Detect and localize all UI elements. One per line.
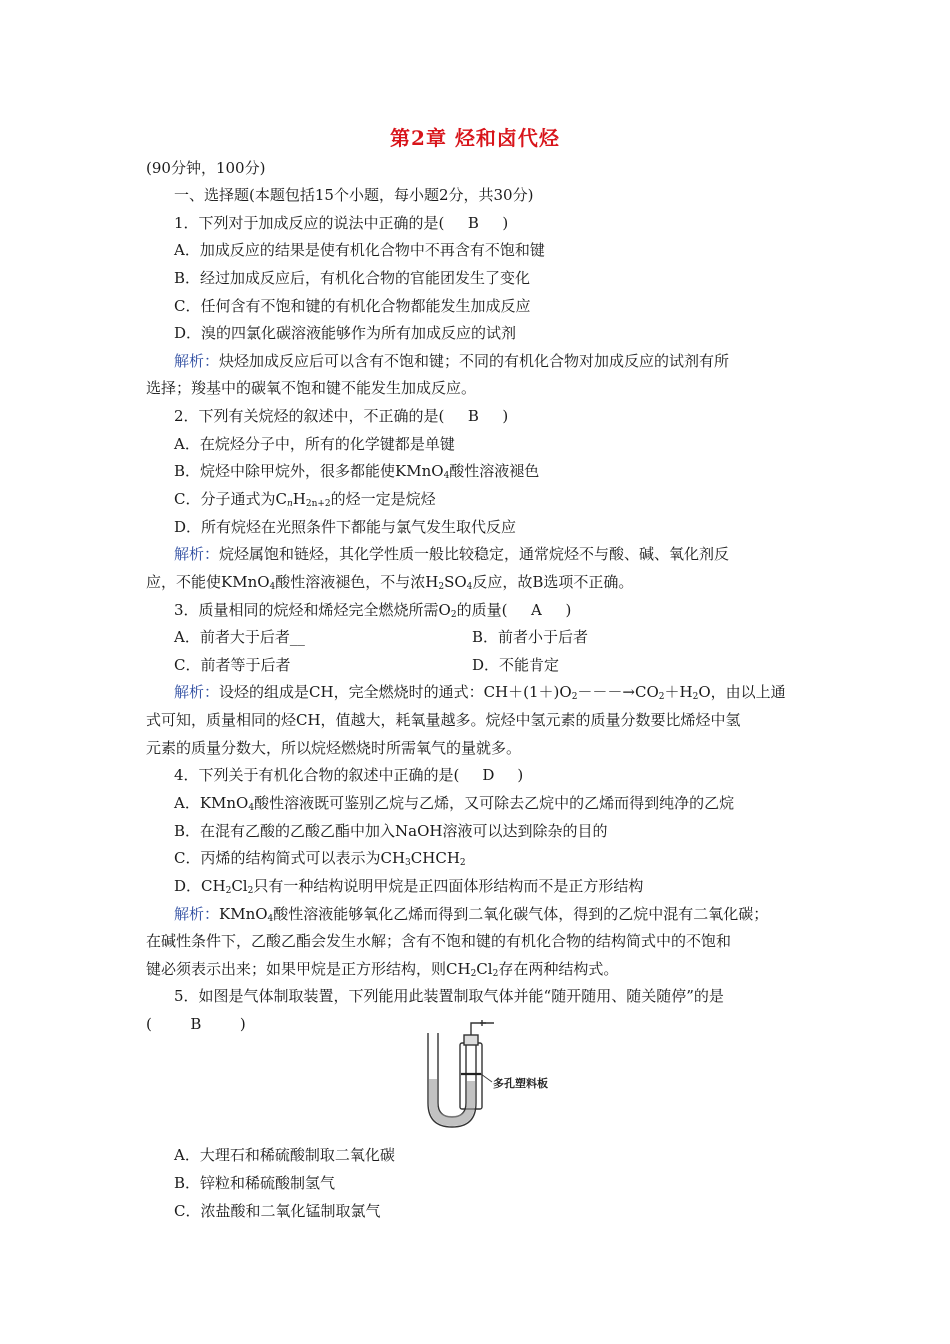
question-5-answer-line: ( B ): [146, 1015, 246, 1033]
question-4-analysis-cont-2: 键必须表示出来；如果甲烷是正方形结构，则$CH_2Cl_2$存在两种结构式。: [146, 960, 619, 979]
question-3-option-b: B．前者小于后者: [472, 628, 589, 646]
time-score: (90分钟，100分): [146, 159, 266, 177]
question-2-analysis: 解析：烷烃属饱和链烃，其化学性质一般比较稳定，通常烷烃不与酸、碱、氧化剂反: [174, 545, 730, 563]
question-3-option-d: D．不能肯定: [472, 656, 560, 674]
question-2-option-a: A．在烷烃分子中，所有的化学键都是单键: [174, 435, 455, 453]
question-5-option-b: B．锌粒和稀硫酸制氢气: [174, 1174, 336, 1192]
question-2-analysis-cont: 应，不能使KMnO$_4$酸性溶液褪色，不与浓$H_2SO_4$反应，故B选项不正确。: [146, 573, 634, 592]
question-5-stem: 5．如图是气体制取装置，下列能用此装置制取气体并能“随开随用、随关随停”的是: [174, 987, 724, 1005]
question-3-analysis-cont: 式可知，质量相同的烃CH，值越大，耗氧量越多。烷烃中氢元素的质量分数要比烯烃中氢: [146, 711, 741, 729]
question-5-option-a: A．大理石和稀硫酸制取二氧化碳: [174, 1146, 395, 1164]
question-2-option-d: D．所有烷烃在光照条件下都能与氯气发生取代反应: [174, 518, 517, 536]
question-2-stem: 2．下列有关烷烃的叙述中，不正确的是( B ): [174, 407, 509, 425]
question-3-option-a: A．前者大于后者__: [174, 628, 305, 646]
question-1-answer: B: [467, 214, 479, 232]
analysis-label: 解析：: [174, 352, 220, 370]
question-2-option-c: C．分子通式为$C_nH_{2n+2}$的烃一定是烷烃: [174, 490, 436, 509]
question-1-stem: 1．下列对于加成反应的说法中正确的是( B ): [174, 214, 509, 232]
section-heading: 一、选择题(本题包括15个小题，每小题2分，共30分): [174, 186, 534, 204]
question-5-option-c: C．浓盐酸和二氧化锰制取氯气: [174, 1202, 381, 1220]
question-2-option-b: B．烷烃中除甲烷外，很多都能使KMnO$_4$酸性溶液褪色: [174, 462, 540, 481]
question-1-option-c: C．任何含有不饱和键的有机化合物都能发生加成反应: [174, 297, 531, 315]
question-3-analysis-cont-2: 元素的质量分数大，所以烷烃燃烧时所需氧气的量就多。: [146, 739, 522, 757]
question-4-option-d: D．$CH_2Cl_2$只有一种结构说明甲烷是正四面体形结构而不是正方形结构: [174, 877, 644, 896]
question-3-answer: A: [531, 601, 542, 619]
question-4-option-a: A．KMnO$_4$酸性溶液既可鉴别乙烷与乙烯，又可除去乙烷中的乙烯而得到纯净的乙烷: [174, 794, 735, 813]
u-tube-apparatus-figure: [414, 1019, 564, 1134]
question-4-option-b: B．在混有乙酸的乙酸乙酯中加入NaOH溶液可以达到除杂的目的: [174, 822, 608, 840]
question-3-analysis: 解析：设烃的组成是CH，完全燃烧时的通式：$CH+(1+)O_2---\to CO_2+H_2O$，由以上通: [174, 683, 786, 702]
question-5-answer: B: [190, 1015, 202, 1033]
porous-plate-label: 多孔塑料板: [493, 1077, 548, 1090]
question-4-answer: D: [482, 766, 495, 784]
question-1-option-d: D．溴的四氯化碳溶液能够作为所有加成反应的试剂: [174, 324, 517, 342]
question-4-analysis-cont: 在碱性条件下，乙酸乙酯会发生水解；含有不饱和键的有机化合物的结构简式中的不饱和: [146, 932, 732, 950]
question-1-option-b: B．经过加成反应后，有机化合物的官能团发生了变化: [174, 269, 531, 287]
question-1-option-a: A．加成反应的结果是使有机化合物中不再含有不饱和键: [174, 241, 545, 259]
question-4-option-c: C．丙烯的结构简式可以表示为$CH_3CHCH_2$: [174, 849, 466, 868]
question-4-analysis: 解析：KMnO$_4$酸性溶液能够氧化乙烯而得到二氧化碳气体，得到的乙烷中混有二氧化碳；: [174, 905, 769, 924]
question-1-analysis: 解析：炔烃加成反应后可以含有不饱和键；不同的有机化合物对加成反应的试剂有所: [174, 352, 730, 370]
question-3-stem: 3．质量相同的烷烃和烯烃完全燃烧所需$O_2$的质量( A ): [174, 601, 572, 620]
question-2-answer: B: [467, 407, 479, 425]
question-4-stem: 4．下列关于有机化合物的叙述中正确的是( D ): [174, 766, 524, 784]
chapter-title: 第2章 烃和卤代烃: [390, 126, 560, 150]
question-1-analysis-cont: 选择；羧基中的碳氧不饱和键不能发生加成反应。: [146, 379, 477, 397]
question-3-option-c: C．前者等于后者: [174, 656, 291, 674]
